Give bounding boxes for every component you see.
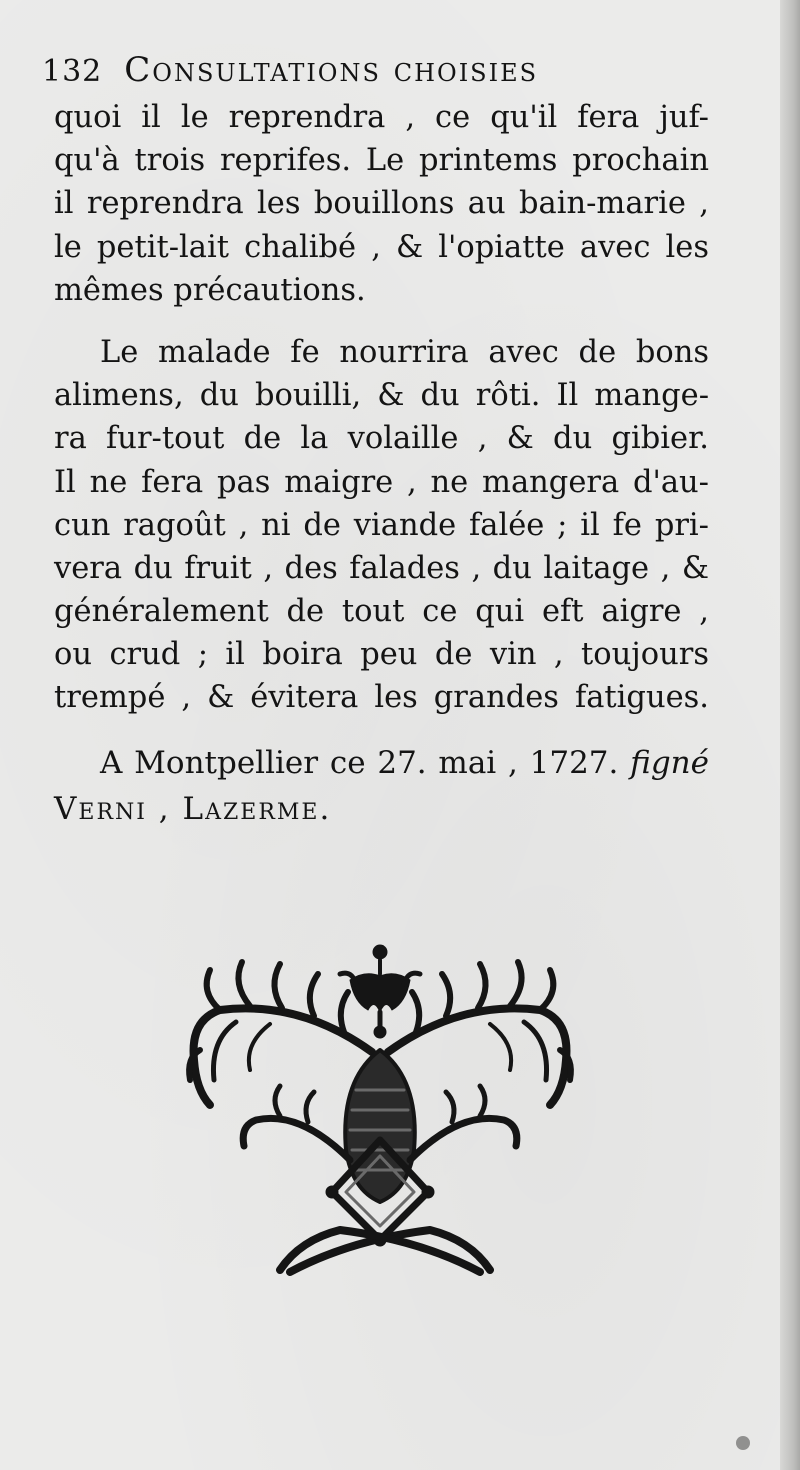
page-gutter (780, 0, 800, 1470)
text-line: trempé , & évitera les grandes fatigues. (54, 680, 709, 716)
text-line: le petit-lait chalibé , & l'opiatte avec les (54, 229, 709, 265)
text-line: Il ne fera pas maigre , ne mangera d'au- (54, 464, 709, 500)
text-line: alimens, du bouilli, & du rôti. Il mange- (54, 378, 709, 414)
signed-word: figné (630, 745, 709, 781)
text-line: généralement de tout ce qui eft aigre , (54, 594, 709, 630)
page-number: 132 (42, 54, 103, 89)
place-date: A Montpellier ce 27. mai , 1727. (100, 745, 619, 781)
text-line: mêmes précautions. (54, 272, 366, 308)
text-line: vera du fruit , des falades , du laitage , & (54, 550, 709, 586)
running-head (42, 50, 722, 96)
paragraph-gap (54, 312, 709, 331)
text-line: ra fur-tout de la volaille , & du gibier. (54, 421, 709, 457)
text-line: il reprendra les bouillons au bain-marie , (54, 186, 709, 222)
stain-dot (736, 1436, 750, 1450)
signatories-line (54, 786, 709, 832)
fleuron-ornament-icon (180, 940, 590, 1290)
paragraph-2 (54, 331, 709, 720)
text-line: quoi il le reprendra , ce qu'il fera juf- (54, 100, 709, 135)
text-line: qu'à trois reprifes. Le printems prochain (54, 143, 709, 179)
text-line: cun ragoût , ni de viande falée ; il fe pri- (54, 507, 709, 543)
body-text (54, 96, 709, 720)
signatories: Verni , Lazerme. (54, 791, 332, 827)
signature-line (54, 740, 709, 786)
text-line: Le malade fe nourrira avec de bons (100, 334, 709, 370)
header-title: Consultations choisies (124, 50, 539, 90)
paragraph-1 (54, 96, 709, 312)
signature-block (54, 740, 709, 832)
text-line: ou crud ; il boira peu de vin , toujours (54, 637, 709, 673)
